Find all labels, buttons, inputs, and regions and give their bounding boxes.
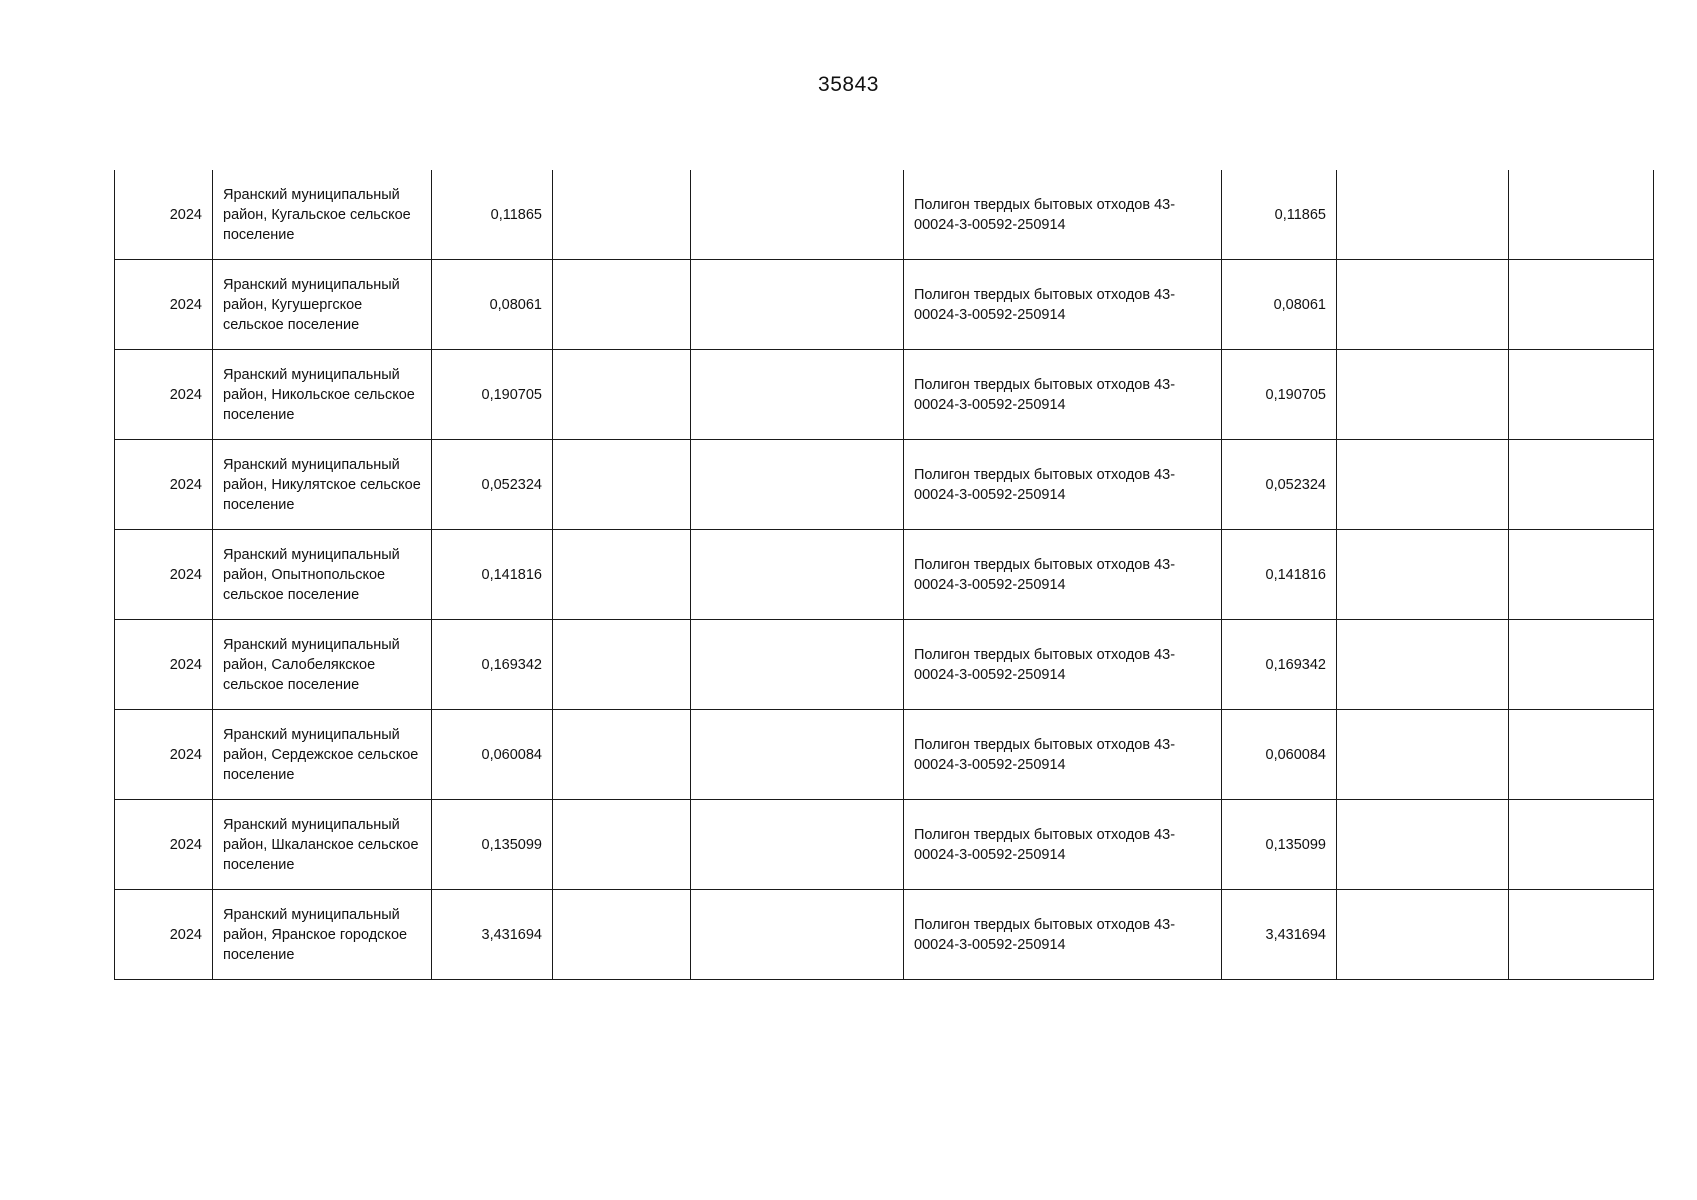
- empty-cell: [1337, 260, 1509, 350]
- empty-cell: [553, 620, 691, 710]
- amount-cell: 0,190705: [432, 350, 553, 440]
- year-cell: 2024: [115, 440, 213, 530]
- table-row: [115, 710, 1654, 800]
- year-cell: 2024: [115, 170, 213, 260]
- amount-cell: 0,052324: [432, 440, 553, 530]
- object-cell: Полигон твердых бытовых отходов 43-00024-3-00592-250914: [904, 170, 1222, 260]
- amount-placed-cell: 0,08061: [1222, 260, 1337, 350]
- amount-cell: 0,060084: [432, 710, 553, 800]
- empty-cell: [1509, 800, 1654, 890]
- empty-cell: [691, 350, 904, 440]
- object-cell: Полигон твердых бытовых отходов 43-00024-3-00592-250914: [904, 800, 1222, 890]
- empty-cell: [1509, 890, 1654, 980]
- empty-cell: [691, 890, 904, 980]
- object-cell: Полигон твердых бытовых отходов 43-00024-3-00592-250914: [904, 890, 1222, 980]
- empty-cell: [553, 710, 691, 800]
- empty-cell: [553, 260, 691, 350]
- amount-cell: 3,431694: [432, 890, 553, 980]
- year-cell: 2024: [115, 350, 213, 440]
- table-row: [115, 350, 1654, 440]
- table-body: [115, 170, 1654, 980]
- amount-placed-cell: 0,141816: [1222, 530, 1337, 620]
- empty-cell: [1337, 350, 1509, 440]
- territory-cell: Яранский муниципальный район, Сердежское сельское поселение: [213, 710, 432, 800]
- empty-cell: [1509, 170, 1654, 260]
- territory-cell: Яранский муниципальный район, Опытнопольское сельское поселение: [213, 530, 432, 620]
- amount-cell: 0,08061: [432, 260, 553, 350]
- empty-cell: [553, 170, 691, 260]
- amount-placed-cell: 0,060084: [1222, 710, 1337, 800]
- territory-cell: Яранский муниципальный район, Кугальское сельское поселение: [213, 170, 432, 260]
- object-cell: Полигон твердых бытовых отходов 43-00024-3-00592-250914: [904, 260, 1222, 350]
- table-row: [115, 890, 1654, 980]
- empty-cell: [1337, 170, 1509, 260]
- year-cell: 2024: [115, 800, 213, 890]
- year-cell: 2024: [115, 890, 213, 980]
- year-cell: 2024: [115, 530, 213, 620]
- table-row: [115, 170, 1654, 260]
- empty-cell: [691, 710, 904, 800]
- empty-cell: [691, 170, 904, 260]
- empty-cell: [691, 440, 904, 530]
- empty-cell: [1509, 260, 1654, 350]
- page-number: 35843: [818, 73, 879, 96]
- year-cell: 2024: [115, 710, 213, 800]
- empty-cell: [1337, 620, 1509, 710]
- empty-cell: [553, 440, 691, 530]
- amount-placed-cell: 0,169342: [1222, 620, 1337, 710]
- empty-cell: [1337, 890, 1509, 980]
- amount-cell: 0,11865: [432, 170, 553, 260]
- empty-cell: [553, 890, 691, 980]
- empty-cell: [691, 620, 904, 710]
- object-cell: Полигон твердых бытовых отходов 43-00024-3-00592-250914: [904, 440, 1222, 530]
- territory-cell: Яранский муниципальный район, Салобелякское сельское поселение: [213, 620, 432, 710]
- table-row: [115, 260, 1654, 350]
- table-row: [115, 530, 1654, 620]
- amount-cell: 0,135099: [432, 800, 553, 890]
- amount-placed-cell: 3,431694: [1222, 890, 1337, 980]
- object-cell: Полигон твердых бытовых отходов 43-00024-3-00592-250914: [904, 350, 1222, 440]
- empty-cell: [553, 800, 691, 890]
- object-cell: Полигон твердых бытовых отходов 43-00024-3-00592-250914: [904, 710, 1222, 800]
- empty-cell: [1509, 710, 1654, 800]
- waste-table: [114, 170, 1654, 980]
- empty-cell: [691, 260, 904, 350]
- territory-cell: Яранский муниципальный район, Никольское сельское поселение: [213, 350, 432, 440]
- empty-cell: [553, 350, 691, 440]
- empty-cell: [691, 530, 904, 620]
- amount-placed-cell: 0,190705: [1222, 350, 1337, 440]
- amount-cell: 0,169342: [432, 620, 553, 710]
- table-row: [115, 440, 1654, 530]
- amount-placed-cell: 0,052324: [1222, 440, 1337, 530]
- territory-cell: Яранский муниципальный район, Никулятское сельское поселение: [213, 440, 432, 530]
- object-cell: Полигон твердых бытовых отходов 43-00024-3-00592-250914: [904, 620, 1222, 710]
- territory-cell: Яранский муниципальный район, Яранское городское поселение: [213, 890, 432, 980]
- territory-cell: Яранский муниципальный район, Кугушергское сельское поселение: [213, 260, 432, 350]
- empty-cell: [1509, 350, 1654, 440]
- empty-cell: [1337, 710, 1509, 800]
- empty-cell: [1337, 440, 1509, 530]
- table-row: [115, 800, 1654, 890]
- empty-cell: [1337, 530, 1509, 620]
- table-row: [115, 620, 1654, 710]
- amount-placed-cell: 0,135099: [1222, 800, 1337, 890]
- object-cell: Полигон твердых бытовых отходов 43-00024-3-00592-250914: [904, 530, 1222, 620]
- amount-cell: 0,141816: [432, 530, 553, 620]
- empty-cell: [553, 530, 691, 620]
- amount-placed-cell: 0,11865: [1222, 170, 1337, 260]
- territory-cell: Яранский муниципальный район, Шкаланское сельское поселение: [213, 800, 432, 890]
- empty-cell: [1509, 530, 1654, 620]
- empty-cell: [1337, 800, 1509, 890]
- empty-cell: [1509, 440, 1654, 530]
- year-cell: 2024: [115, 260, 213, 350]
- empty-cell: [691, 800, 904, 890]
- empty-cell: [1509, 620, 1654, 710]
- year-cell: 2024: [115, 620, 213, 710]
